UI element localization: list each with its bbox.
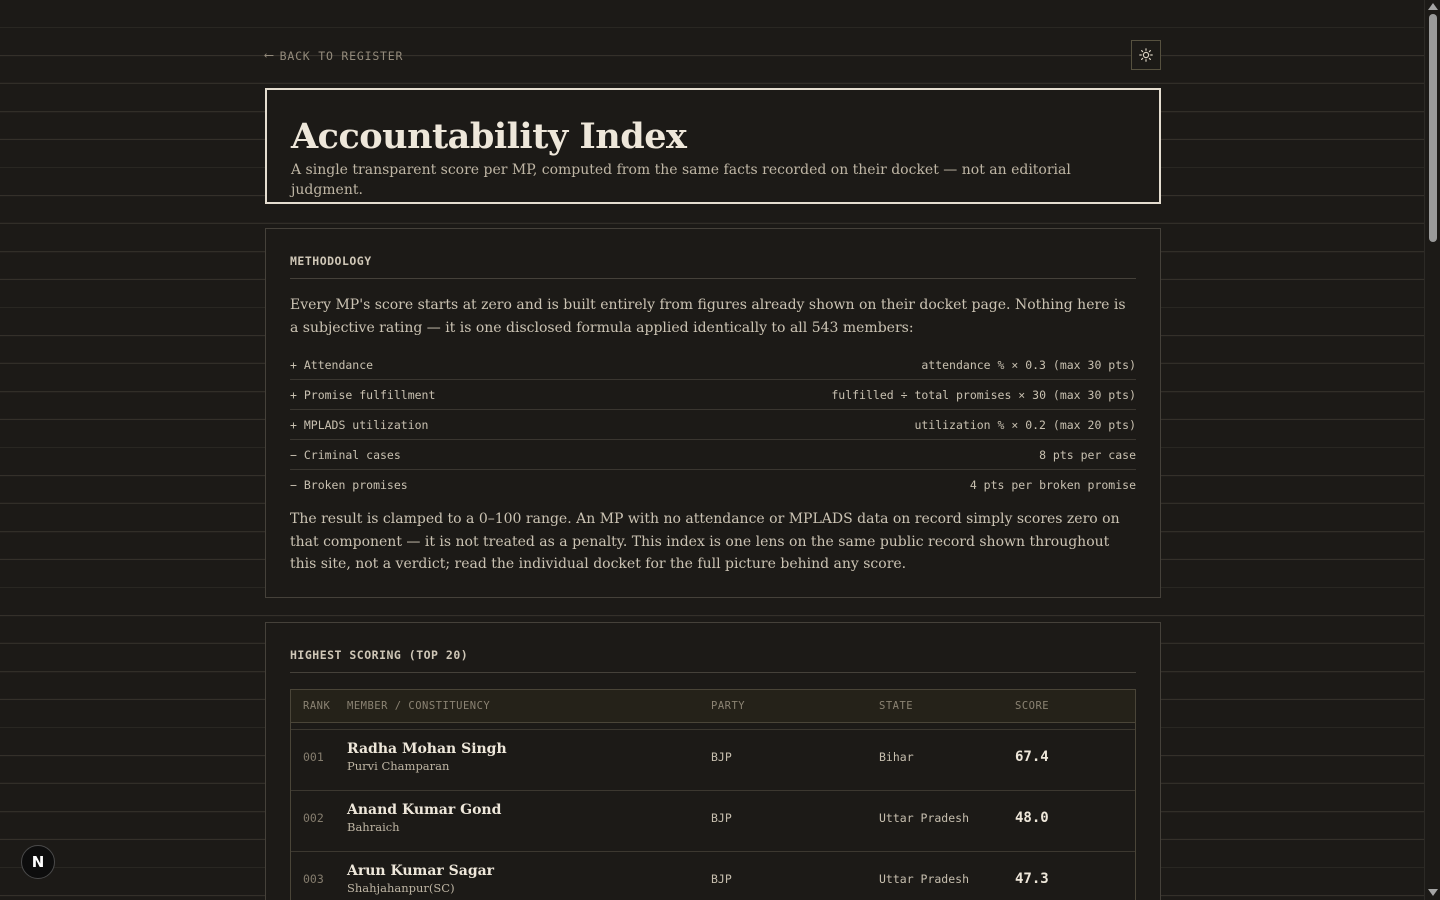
table-row[interactable] (291, 729, 1135, 784)
dev-tools-badge[interactable]: N (21, 845, 55, 879)
column-header-rank[interactable]: RANK (303, 700, 331, 712)
column-header-score[interactable]: SCORE (1015, 700, 1050, 712)
methodology-panel (265, 228, 1161, 598)
member-name[interactable]: Radha Mohan Singh (347, 741, 507, 757)
table-header (291, 690, 1135, 723)
formula-rule: utilization % × 0.2 (max 20 pts) (914, 417, 1136, 432)
back-arrow-icon: ⟵ (265, 48, 274, 63)
formula-label: − Broken promises (290, 477, 408, 492)
methodology-closing: The result is clamped to a 0–100 range. An MP with no attendance or MPLADS data on record simply scores zero on that component — it is not treated as a penalty. This index is one lens on the same public record shown throughout this site, not a verdict; read the individual docket for the full picture behind any score. (290, 511, 1120, 572)
formula-rule: fulfilled ÷ total promises × 30 (max 30 pts) (831, 387, 1136, 402)
formula-rule: attendance % × 0.3 (max 30 pts) (921, 357, 1136, 372)
scrollbar-thumb[interactable] (1429, 14, 1437, 242)
column-header-member[interactable]: MEMBER / CONSTITUENCY (347, 700, 491, 712)
scroll-up-arrow-icon[interactable] (1428, 3, 1438, 10)
top20-heading: HIGHEST SCORING (TOP 20) (290, 623, 1136, 673)
back-to-register-link[interactable] (265, 48, 403, 63)
back-link-label: BACK TO REGISTER (279, 48, 404, 63)
top-bar (265, 0, 1161, 88)
column-header-state[interactable]: STATE (879, 700, 914, 712)
member-name[interactable]: Arun Kumar Sagar (347, 863, 495, 879)
sun-icon (1139, 48, 1153, 62)
formula-row (290, 440, 1136, 470)
rank-cell: 003 (303, 872, 324, 886)
formula-list (290, 350, 1136, 499)
ranking-table (290, 689, 1136, 900)
rank-cell: 002 (303, 811, 324, 825)
formula-row (290, 410, 1136, 440)
formula-rule: 8 pts per case (1039, 447, 1136, 462)
methodology-heading: METHODOLOGY (290, 229, 1136, 279)
score-cell: 48.0 (1015, 810, 1049, 826)
formula-rule: 4 pts per broken promise (969, 477, 1136, 492)
formula-label: + Promise fulfillment (290, 387, 436, 402)
page-subtitle: A single transparent score per MP, computed from the same facts recorded on their docket — not an editorial judgment. (291, 162, 1071, 198)
table-row[interactable] (291, 790, 1135, 845)
member-cell (347, 801, 711, 835)
top20-panel (265, 622, 1161, 900)
member-constituency: Bahraich (347, 820, 400, 834)
hero-card (265, 88, 1161, 204)
party-cell: BJP (711, 872, 732, 886)
formula-label: + Attendance (290, 357, 374, 372)
state-cell: Uttar Pradesh (879, 811, 970, 825)
member-constituency: Shahjahanpur(SC) (347, 881, 455, 895)
member-name[interactable]: Anand Kumar Gond (347, 802, 502, 818)
column-header-party[interactable]: PARTY (711, 700, 746, 712)
member-constituency: Purvi Champaran (347, 759, 450, 773)
score-cell: 47.3 (1015, 871, 1049, 887)
page-title: Accountability Index (291, 116, 687, 157)
member-cell (347, 740, 711, 774)
state-cell: Uttar Pradesh (879, 872, 970, 886)
member-cell (347, 862, 711, 896)
party-cell: BJP (711, 750, 732, 764)
formula-label: − Criminal cases (290, 447, 401, 462)
page-content (265, 0, 1161, 900)
theme-toggle-button[interactable] (1131, 40, 1161, 70)
formula-row (290, 350, 1136, 380)
rank-cell: 001 (303, 750, 324, 764)
formula-label: + MPLADS utilization (290, 417, 429, 432)
scroll-down-arrow-icon[interactable] (1428, 889, 1438, 896)
score-cell: 67.4 (1015, 749, 1049, 765)
page-scrollbar[interactable] (1424, 0, 1440, 900)
state-cell: Bihar (879, 750, 914, 764)
methodology-intro: Every MP's score starts at zero and is built entirely from figures already shown on their docket page. Nothing here is a subjective rating — it is one disclosed formula applied identically to all 543 members: (290, 297, 1126, 336)
formula-row (290, 380, 1136, 410)
formula-row (290, 470, 1136, 499)
party-cell: BJP (711, 811, 732, 825)
table-row[interactable] (291, 851, 1135, 900)
